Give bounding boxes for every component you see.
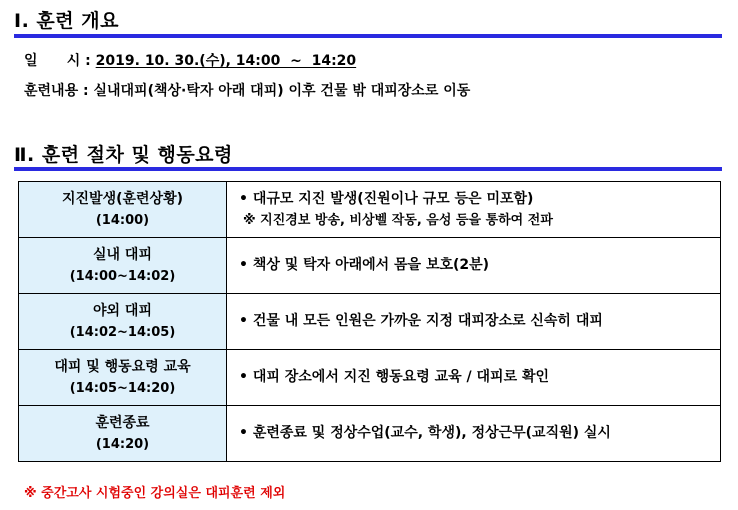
stage-cell [19,238,227,294]
action-cell [227,294,721,350]
stage-time: (14:00) [95,212,150,228]
footnote: ※ 중간고사 시험중인 강의실은 대피훈련 제외 [24,486,286,501]
content-label: 훈련내용 [24,83,79,99]
separator: : [82,83,89,99]
table-row [19,238,721,294]
stage-cell [19,294,227,350]
stage-name: 야외 대피 [93,302,152,319]
date-line [24,50,356,70]
action-cell [227,182,721,238]
table-row [19,406,721,462]
action-text: • 책상 및 탁자 아래에서 몸을 보호(2분) [239,257,490,273]
stage-name: 대피 및 행동요령 교육 [54,358,191,375]
action-cell [227,238,721,294]
date-label: 일 시 [24,53,81,69]
stage-name: 실내 대피 [93,246,152,263]
stage-name: 지진발생(훈련상황) [62,190,183,207]
content-line [24,80,470,100]
stage-cell [19,406,227,462]
stage-time: (14:20) [95,436,150,452]
section1-title: Ⅰ. 훈련 개요 [14,10,119,32]
table-row [19,294,721,350]
stage-time: (14:05~14:20) [69,380,176,396]
procedure-table [18,181,721,462]
action-cell [227,406,721,462]
action-text: • 대피 장소에서 지진 행동요령 교육 / 대피로 확인 [239,369,550,385]
content-value: 실내대피(책상·탁자 아래 대피) 이후 건물 밖 대피장소로 이동 [93,83,471,99]
action-note: ※ 지진경보 방송, 비상벨 작동, 음성 등을 통하여 전파 [243,212,553,228]
separator: : [85,53,91,69]
section1-rule [14,34,722,38]
action-text: • 건물 내 모든 인원은 가까운 지정 대피장소로 신속히 대피 [239,313,603,329]
action-text: • 훈련종료 및 정상수업(교수, 학생), 정상근무(교직원) 실시 [239,425,611,441]
section2-title: Ⅱ. 훈련 절차 및 행동요령 [14,144,233,166]
date-value: 2019. 10. 30.(수), 14:00 ~ 14:20 [95,53,357,69]
action-cell [227,350,721,406]
stage-cell [19,350,227,406]
stage-name: 훈련종료 [95,414,150,431]
stage-time: (14:00~14:02) [69,268,176,284]
section2-rule [14,167,722,171]
stage-cell [19,182,227,238]
stage-time: (14:02~14:05) [69,324,176,340]
table-row [19,182,721,238]
action-text: • 대규모 지진 발생(진원이나 규모 등은 미포함) [239,190,534,207]
table-row [19,350,721,406]
